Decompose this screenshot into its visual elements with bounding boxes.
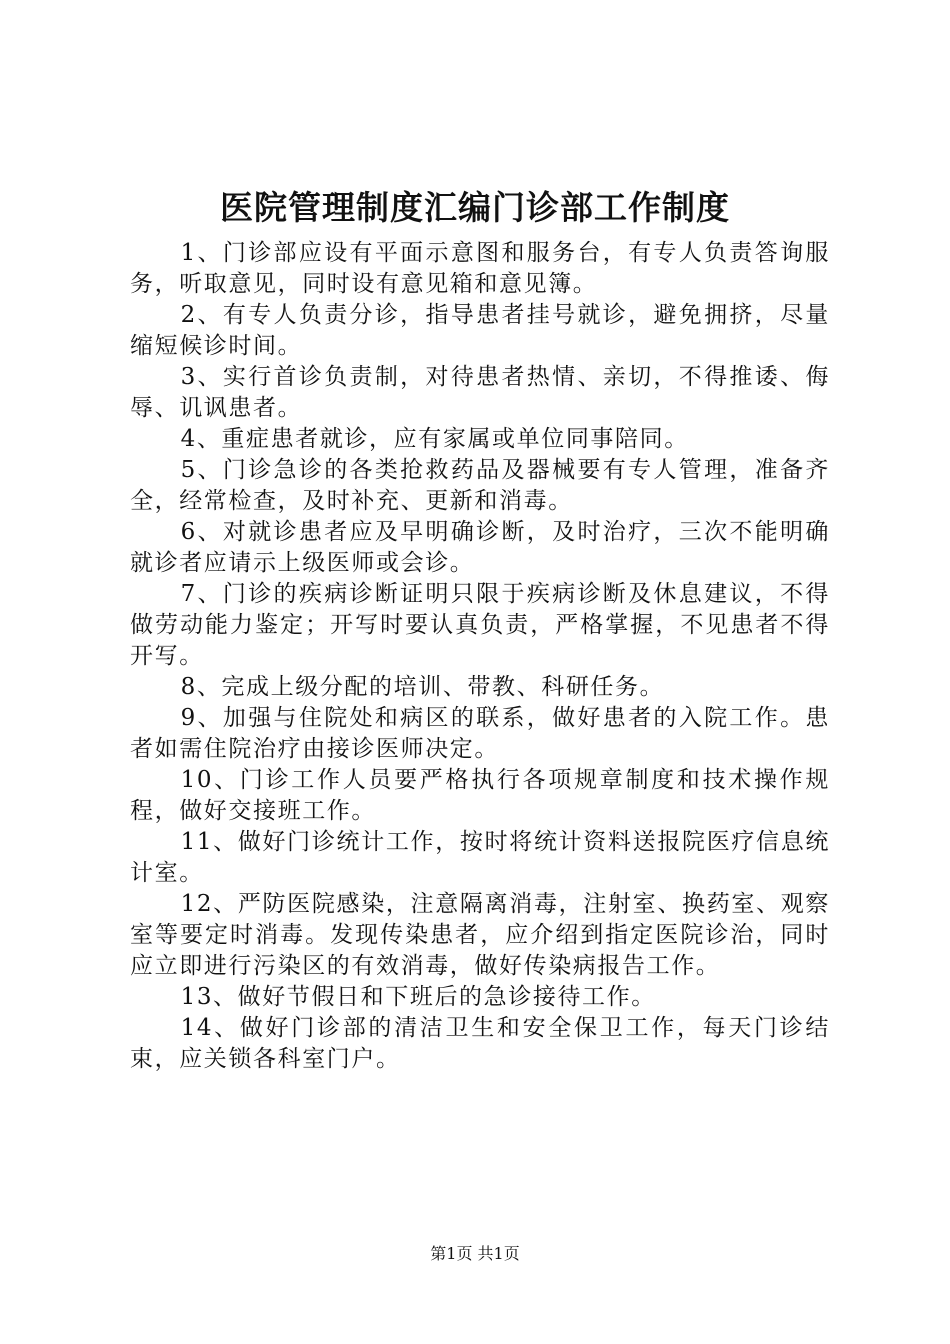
paragraph-8: 8、完成上级分配的培训、带教、科研任务。 <box>180 674 665 700</box>
paragraph-11: 11、做好门诊统计工作，按时将统计资料送报院医疗信息统计室。 <box>130 829 830 886</box>
paragraph-6: 6、对就诊患者应及早明确诊断，及时治疗，三次不能明确就诊者应请示上级医师或会诊。 <box>130 519 830 576</box>
document-title: 医院管理制度汇编门诊部工作制度 <box>220 188 730 227</box>
paragraph-5: 5、门诊急诊的各类抢救药品及器械要有专人管理，准备齐全，经常检查，及时补充、更新和消毒。 <box>130 457 830 514</box>
paragraph-7: 7、门诊的疾病诊断证明只限于疾病诊断及休息建议，不得做劳动能力鉴定；开写时要认真负责，严格掌握，不见患者不得开写。 <box>130 581 830 669</box>
paragraph-13: 13、做好节假日和下班后的急诊接待工作。 <box>180 984 656 1010</box>
paragraph-14: 14、做好门诊部的清洁卫生和安全保卫工作，每天门诊结束，应关锁各科室门户。 <box>130 1015 830 1072</box>
paragraph-12: 12、严防医院感染，注意隔离消毒，注射室、换药室、观察室等要定时消毒。发现传染患者，应介绍到指定医院诊治，同时应立即进行污染区的有效消毒，做好传染病报告工作。 <box>130 891 830 979</box>
document-body <box>130 238 830 1075</box>
paragraph-4: 4、重症患者就诊，应有家属或单位同事陪同。 <box>180 426 689 452</box>
paragraph-3: 3、实行首诊负责制，对待患者热情、亲切，不得推诿、侮辱、讥讽患者。 <box>130 364 830 421</box>
paragraph-2: 2、有专人负责分诊，指导患者挂号就诊，避免拥挤，尽量缩短候诊时间。 <box>130 302 830 359</box>
paragraph-10: 10、门诊工作人员要严格执行各项规章制度和技术操作规程，做好交接班工作。 <box>130 767 830 824</box>
page-footer: 第1页 共1页 <box>430 1244 520 1263</box>
paragraph-1: 1、门诊部应设有平面示意图和服务台，有专人负责答询服务，听取意见，同时设有意见箱和意见簿。 <box>130 240 830 297</box>
paragraph-9: 9、加强与住院处和病区的联系，做好患者的入院工作。患者如需住院治疗由接诊医师决定。 <box>130 705 830 762</box>
